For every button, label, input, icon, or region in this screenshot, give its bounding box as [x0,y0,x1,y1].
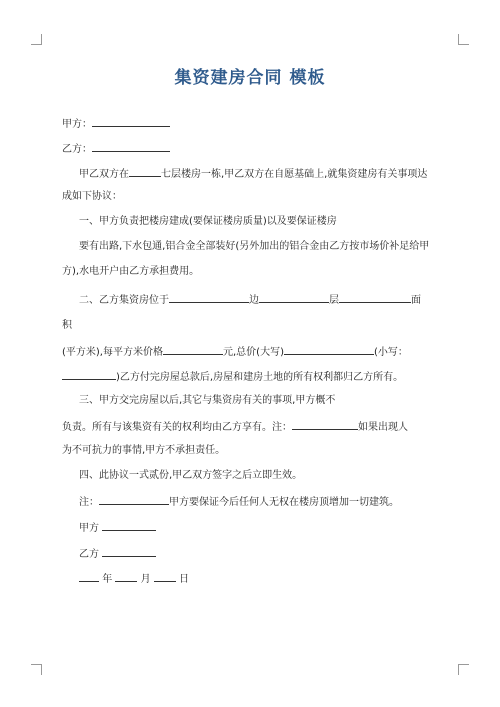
intro-line-1 [79,166,445,181]
year-blank[interactable] [79,571,99,582]
year-label: 年 [102,574,113,585]
note-blank[interactable] [99,494,169,505]
sign-a-blank[interactable] [102,520,156,531]
note-label: 注： [79,497,99,508]
clause-2-text-c: 层 [329,295,339,306]
party-b-label: 乙方： [62,144,92,155]
clause-2-text-g: 元,总价(大写) [222,347,284,358]
clause-3-text-b: 如果出现人 [358,422,408,433]
clause-2-text-b: 边 [249,295,259,306]
intro-line-2: 成如下协议： [62,191,122,202]
clause-2-text-f: (平方米),每平方米价格 [62,347,163,358]
clause-1-title: 一、甲方负责把楼房建成(要保证楼房质量)以及要保证楼房 [79,216,337,227]
party-a-label: 甲方： [62,119,92,130]
floor-blank[interactable] [339,292,411,303]
party-b-blank[interactable] [92,141,170,152]
day-blank[interactable] [154,571,176,582]
clause-1-body-1: 要有出路,下水包通,铝合金全部装好(另外加出的铝合金由乙方按市场价补足给甲 [79,241,430,252]
corner-mark-top-right [458,34,469,45]
clause-2-text-h: (小写： [373,347,408,358]
corner-mark-bottom-left [31,664,42,675]
sign-a-line [79,520,459,535]
clause-3-note-blank[interactable] [292,419,358,430]
note-line [79,494,459,509]
party-a-blank[interactable] [92,116,170,127]
location-detail-blank[interactable] [169,292,249,303]
clause-4: 四、此协议一式贰份,甲乙双方签字之后立即生效。 [79,470,303,481]
total-uppercase-blank[interactable] [284,344,374,355]
clause-3-body-1 [62,419,445,434]
intro-text-b: 七层楼房一栋,甲乙双方在自愿基础上,就集资建房有关事项达 [161,169,428,180]
intro-text-a: 甲乙双方在 [79,169,129,180]
month-blank[interactable] [115,571,137,582]
party-b-line [62,141,442,156]
clause-2-text-a: 二、乙方集资房位于 [79,295,169,306]
sign-b-blank[interactable] [102,546,156,557]
month-label: 月 [140,574,151,585]
document-title: 集资建房合同 模板 [174,68,326,88]
day-label: 日 [178,574,189,585]
note-text: 甲方要保证今后任何人无权在楼房顶增加一切建筑。 [169,497,399,508]
clause-2-line-2: 积 [62,320,72,331]
clause-1-body-2: 方),水电开户由乙方承担费用。 [62,266,200,277]
clause-2-text-d: 面 [411,295,421,306]
location-blank[interactable] [129,166,161,177]
clause-3-title: 三、甲方交完房屋以后,其它与集资房有关的事项,甲方概不 [79,395,336,406]
clause-2-line-1 [79,292,445,307]
clause-2-line-3 [62,344,442,359]
corner-mark-bottom-right [458,664,469,675]
clause-3-text-a: 负责。所有与该集资有关的权利均由乙方享有。注： [62,422,292,433]
corner-mark-top-left [31,34,42,45]
clause-2-text-i: )乙方付完房屋总款后,房屋和建房土地的所有权利都归乙方所有。 [116,372,404,383]
party-a-line [62,116,442,131]
total-lowercase-blank[interactable] [62,369,116,380]
sign-a-label: 甲方 [79,523,99,534]
unit-price-blank[interactable] [163,344,223,355]
date-line [79,571,459,586]
clause-2-line-4 [62,369,442,384]
sign-b-label: 乙方 [79,549,99,560]
side-blank[interactable] [259,292,329,303]
sign-b-line [79,546,459,561]
clause-3-body-2: 为不可抗力的事情,甲方不承担责任。 [62,445,226,456]
